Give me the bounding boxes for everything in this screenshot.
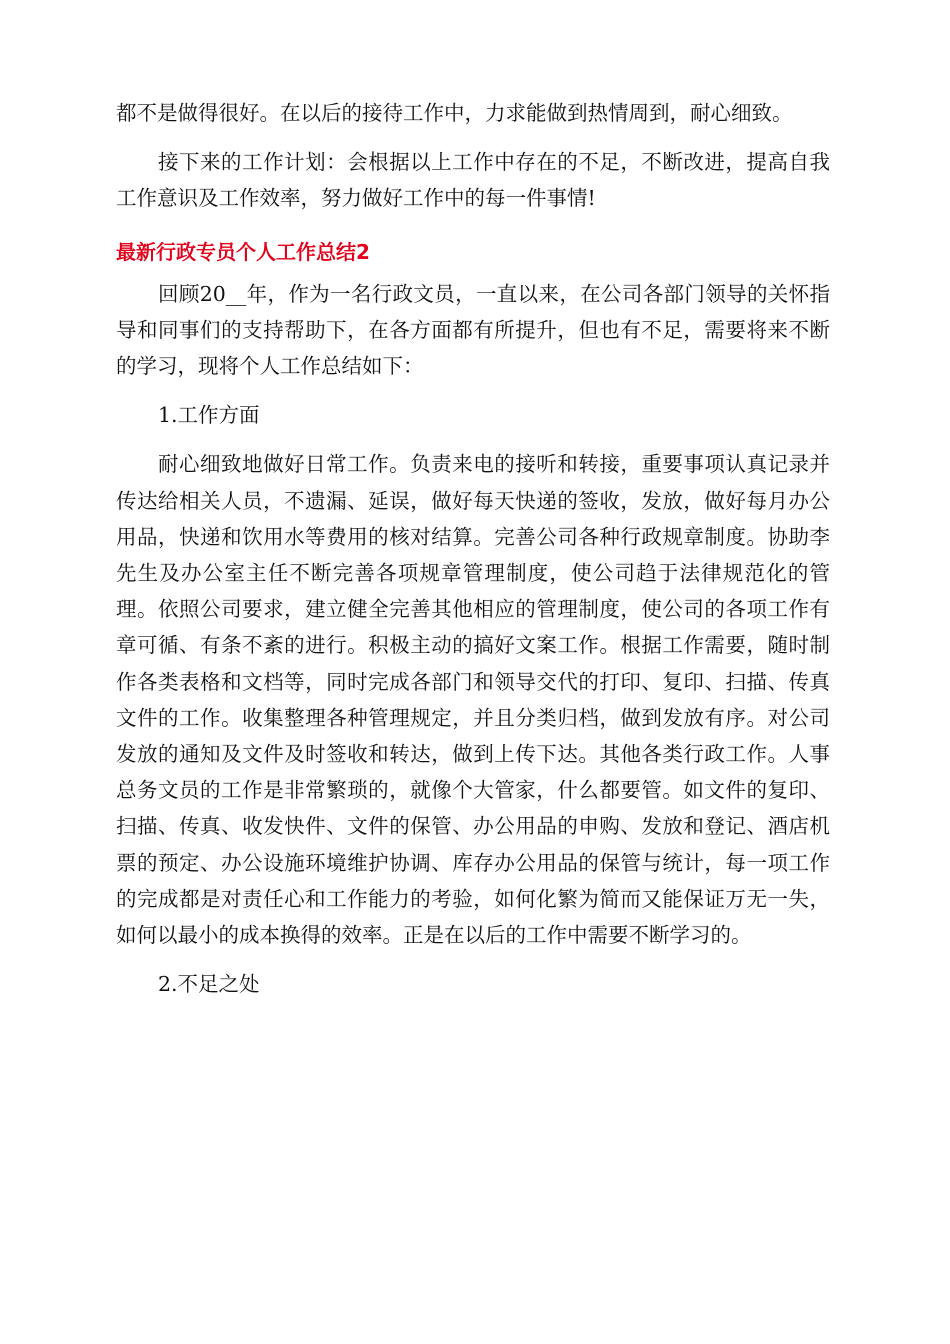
list-item-shortcomings: 2.不足之处: [158, 972, 260, 997]
list-item-work-aspect: 1.工作方面: [158, 403, 260, 428]
document-body: [116, 95, 830, 1002]
paragraph-continued: 都不是做得很好。在以后的接待工作中，力求能做到热情周到，耐心细致。: [116, 101, 793, 125]
paragraph-review: 回顾20__年，作为一名行政文员，一直以来，在公司各部门领导的关怀指导和同事们的支持帮助下，在各方面都有所提升，但也有不足，需要将来不断的学习，现将个人工作总结如下：: [116, 281, 830, 379]
paragraph-work-details: 耐心细致地做好日常工作。负责来电的接听和转接，重要事项认真记录并传达给相关人员，不遗漏、延误，做好每天快递的签收，发放，做好每月办公用品，快递和饮用水等费用的核对结算。完善公司各种行政规章制度。协助李先生及办公室主任不断完善各项规章管理制度，使公司趋于法律规范化的管理。依照公司要求，建立健全完善其他相应的管理制度，使公司的各项工作有章可循、有条不紊的进行。积极主动的搞好文案工作。根据工作需要，随时制作各类表格和文档等，同时完成各部门和领导交代的打印、复印、扫描、传真文件的工作。收集整理各种管理规定，并且分类归档，做到发放有序。对公司发放的通知及文件及时签收和转达，做到上传下达。其他各类行政工作。人事总务文员的工作是非常繁琐的，就像个大管家，什么都要管。如文件的复印、扫描、传真、收发快件、文件的保管、办公用品的申购、发放和登记、酒店机票的预定、办公设施环境维护协调、库存办公用品的保管与统计，每一项工作的完成都是对责任心和工作能力的考验，如何化繁为简而又能保证万无一失，如何以最小的成本换得的效率。正是在以后的工作中需要不断学习的。: [116, 452, 830, 948]
section-heading: 最新行政专员个人工作总结2: [116, 239, 370, 264]
paragraph-work-plan: 接下来的工作计划：会根据以上工作中存在的不足，不断改进，提高自我工作意识及工作效率，努力做好工作中的每一件事情!: [116, 150, 830, 211]
